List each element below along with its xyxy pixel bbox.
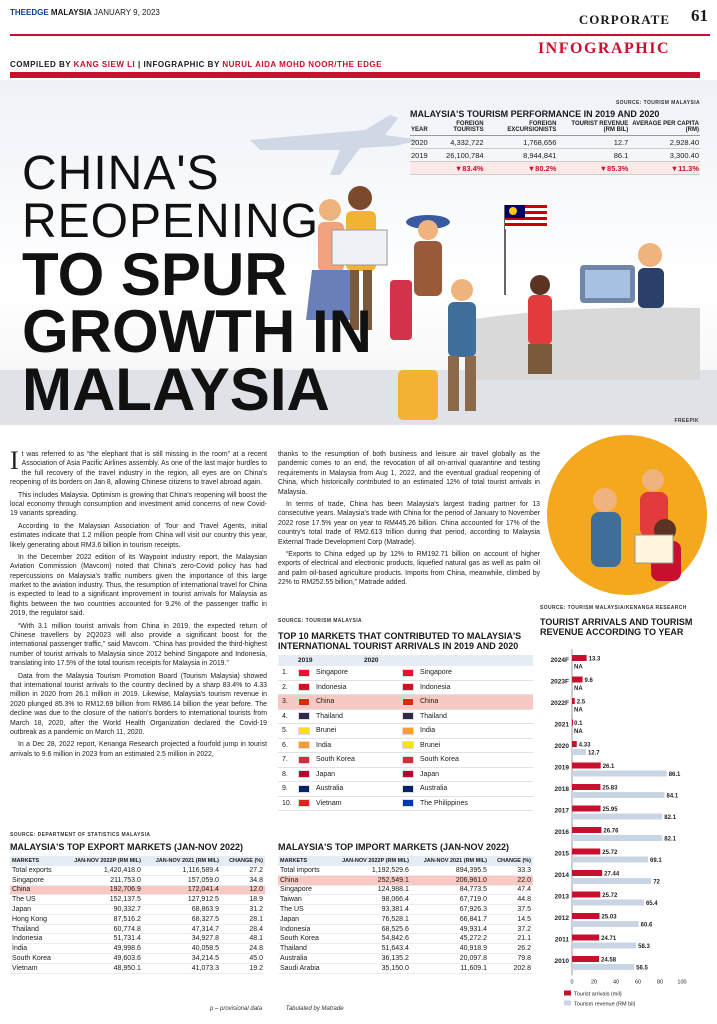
arrivals-bar [572, 720, 573, 726]
import-markets-table [278, 832, 533, 974]
arrivals-data-label: 25.95 [602, 807, 618, 813]
top10-rows [278, 666, 533, 811]
x-tick-label: 40 [612, 979, 620, 986]
revenue-data-label: 82.1 [664, 836, 676, 843]
year-tick-label: 2021 [554, 721, 569, 729]
article-paragraph: This includes Malaysia. Optimism is growing that China's reopening will boost the local economy through consumption and investment amid concerns of new Covid-19 variants spreading. [10, 491, 267, 518]
table-row: Japan 90,332.7 68,863.9 31.2 [12, 906, 263, 914]
table-row: Japan 76,528.1 66,841.7 14.5 [280, 915, 531, 923]
arrivals-data-label: 0.1 [574, 721, 583, 727]
arrivals-chart-svg [540, 645, 710, 1015]
year-tick-label: 2013 [554, 893, 569, 901]
table-row: Singapore 124,988.1 84,773.5 47.4 [280, 886, 531, 894]
legend-tourists: Tourist arrivals (mil) [574, 991, 622, 998]
perf-header: YEAR [410, 119, 429, 136]
article-paragraph: Data from the Malaysia Tourism Promotion Board (Tourism Malaysia) showed that international tourist arrivals to the country declined by a sharp 83.4% to 4.33 million in 2020 from 26.1 million in 2019. Likewise, Malaysia's tourism revenue in 2020 plunged 85.3% to RM12.69 billion from RM86.14 billion the year before. The decline was due to the closure of the nation's borders to international tourists from March 18, 2020, after the World Health Organization declared the Covid-19 outbreak as a pandemic on March 11, 2020. [10, 672, 267, 736]
revenue-bar [572, 921, 639, 927]
year-tick-label: 2011 [554, 936, 569, 944]
page-number: 61 [691, 6, 708, 25]
arrivals-bar [572, 827, 601, 833]
rank: 1. [282, 669, 288, 677]
flag-icon [298, 741, 310, 749]
arrivals-data-label: 26.76 [603, 828, 619, 835]
credits: COMPILED BY KANG SIEW LI | INFOGRAPHIC BY NURUL AIDA MOHD NOOR/THE EDGE [10, 60, 382, 69]
year-tick-label: 2019 [554, 764, 569, 772]
arrivals-bar [572, 870, 602, 876]
revenue-data-label: 86.1 [668, 772, 681, 778]
image-credit: FREEPIK [674, 418, 699, 424]
article-paragraph: “Exports to China edged up by 12% to RM192.71 billion on account of higher exports of electrical and electronic products, liquefied natural gas as well as palm oil and palm oil-based agriculture products. Imports from China, meanwhile, climbed by 22% to RM252.55 billion,” Matrade added. [278, 550, 540, 587]
revenue-data-label: 72 [653, 879, 660, 886]
rank: 7. [282, 756, 288, 764]
headline-line-1: CHINA'S [22, 147, 220, 200]
flag-icon [298, 727, 310, 735]
tabulated-note: Tabulated by Matrade [285, 1006, 344, 1012]
revenue-bar [572, 900, 644, 906]
legend-swatch-revenue [564, 1001, 571, 1006]
arrivals-data-label: 26.1 [602, 764, 615, 770]
country-2019: Vietnam [316, 799, 342, 807]
revenue-data-label: NA [574, 707, 583, 714]
arrivals-data-label: 25.72 [602, 850, 618, 856]
rank: 8. [282, 770, 288, 778]
perf-source: SOURCE: TOURISM MALAYSIA [615, 100, 700, 106]
country-2019: Thailand [316, 712, 343, 720]
table-row: The US 93,381.4 67,926.3 37.5 [280, 906, 531, 914]
revenue-bar [572, 857, 648, 863]
drop-cap: I [10, 446, 19, 475]
revenue-bar [572, 814, 662, 820]
article-paragraph: According to the Malaysian Association of Tour and Travel Agents, initial estimates indicate that 1.2 million people from China will visit our country this year, likely generating about RM3.6 billion in tourism receipts. [10, 522, 267, 549]
flag-icon [402, 770, 414, 778]
table-row [278, 710, 533, 725]
top10-markets [278, 618, 533, 811]
arrivals-data-label: 27.44 [604, 871, 620, 878]
headline-line-4: GROWTH IN [22, 298, 372, 365]
revenue-bar [572, 792, 665, 798]
rank: 9. [282, 785, 288, 793]
revenue-bar [572, 878, 651, 884]
year-tick-label: 2014 [554, 872, 569, 879]
rank: 3. [282, 698, 288, 706]
table-row [278, 782, 533, 797]
tourists-circle-illustration [545, 420, 710, 600]
table-row: Australia 36,135.2 20,097.8 79.8 [280, 954, 531, 962]
legend-swatch-tourists [564, 991, 571, 996]
rank: 6. [282, 741, 288, 749]
revenue-data-label: 60.6 [640, 922, 653, 929]
table-row: Taiwan 98,066.4 67,719.0 44.8 [280, 896, 531, 904]
table-row: Indonesia 51,731.4 34,927.8 48.1 [12, 935, 263, 943]
year-tick-label: 2012 [554, 915, 569, 922]
table-row: Indonesia 68,525.6 49,931.4 37.2 [280, 925, 531, 933]
flag-icon [298, 799, 310, 807]
flag-icon [402, 669, 414, 677]
top10-source: SOURCE: TOURISM MALAYSIA [278, 618, 363, 624]
arrivals-bar [572, 806, 601, 812]
table-row: Total exports 1,420,418.0 1,116,589.4 27.2 [12, 866, 263, 874]
provisional-note: p – provisional data [210, 1006, 263, 1012]
revenue-data-label: 82.1 [664, 815, 676, 821]
country-2019: China [316, 698, 335, 706]
arrivals-data-label: 25.83 [602, 785, 618, 792]
flag-icon [402, 799, 414, 807]
perf-header: FOREIGN TOURISTS [429, 119, 485, 136]
legend-revenue: Tourism revenue (RM bil) [574, 1001, 636, 1008]
section-name: CORPORATE [578, 12, 670, 27]
flag-icon [402, 712, 414, 720]
table-row [278, 797, 533, 812]
flag-icon [298, 698, 310, 706]
table-row [278, 681, 533, 696]
table-row: Thailand 60,774.8 47,314.7 28.4 [12, 925, 263, 933]
x-tick-label: 20 [590, 979, 598, 986]
import-header-row: MARKETS JAN-NOV 2022P (RM MIL) JAN-NOV 2021 (RM MIL) CHANGE (%) [280, 858, 531, 864]
year-tick-label: 2020 [554, 743, 569, 750]
table-row: South Korea 49,603.6 34,214.5 45.0 [12, 954, 263, 962]
table-row: China 252,549.1 206,961.0 22.0 [280, 876, 531, 884]
table-row: 2019 26,100,784 8,944,841 86.1 3,300.40 [411, 150, 699, 160]
flag-icon [298, 770, 310, 778]
red-banner-bar [10, 72, 700, 78]
export-header-row: MARKETS JAN-NOV 2022P (RM MIL) JAN-NOV 2021 (RM MIL) CHANGE (%) [12, 858, 263, 864]
table-row [278, 739, 533, 754]
year-tick-label: 2024F [550, 657, 569, 664]
revenue-data-label: 69.1 [650, 858, 662, 864]
arrivals-data-label: 2.5 [576, 699, 586, 706]
table-row [278, 695, 533, 710]
table-row: Vietnam 48,950.1 41,073.3 19.2 [12, 964, 263, 972]
flag-icon [402, 756, 414, 764]
table-row: The US 152,137.5 127,912.5 18.9 [12, 896, 263, 904]
year-tick-label: 2010 [554, 958, 569, 965]
perf-header: AVERAGE PER CAPITA (RM) [629, 119, 700, 136]
country-2020: China [420, 698, 439, 706]
arrivals-bar [572, 741, 577, 747]
country-2020: Brunei [420, 741, 441, 749]
country-2020: Indonesia [420, 683, 451, 691]
article-paragraph: “With 3.1 million tourist arrivals from China in 2019, the expected return of Chinese travellers by 2Q2023 will also provide a significant boost for the international passenger traffic,” said Mavcom. “China has provided the third-highest number of tourist arrivals to Malaysia since 2012 behind Singapore and Indonesia, translating into 17.5% of the total tourism receipts for Malaysia in 2019.” [10, 622, 267, 668]
arrivals-bar [572, 892, 600, 898]
table-row: China 192,706.9 172,041.4 12.0 [12, 886, 263, 894]
flag-icon [298, 669, 310, 677]
arrivals-bar [572, 935, 599, 941]
export-source: SOURCE: DEPARTMENT OF STATISTICS MALAYSIA [10, 832, 151, 838]
table-row: Total imports 1,192,529.6 894,395.5 33.3 [280, 866, 531, 874]
headline-line-2: REOPENING [22, 195, 320, 248]
table-row: Hong Kong 87,516.2 68,327.5 28.1 [12, 915, 263, 923]
table-row [278, 724, 533, 739]
article-column-2 [278, 450, 540, 590]
arrivals-title: TOURIST ARRIVALS AND TOURISM REVENUE ACCORDING TO YEAR [540, 617, 693, 637]
flag-icon [402, 727, 414, 735]
rank: 4. [282, 712, 288, 720]
year-tick-label: 2016 [554, 829, 569, 836]
issue-date: JANUARY 9, 2023 [93, 8, 160, 17]
arrivals-data-label: 9.6 [584, 678, 593, 684]
export-title: MALAYSIA'S TOP EXPORT MARKETS (JAN-NOV 2022) [10, 842, 244, 852]
airplane-icon [250, 115, 420, 175]
year-tick-label: 2018 [554, 786, 569, 793]
article-paragraph: In terms of trade, China has been Malaysia's largest trading partner for 13 consecutive years. Malaysia's trade with China for the period of January to November 2022 rose 17.5% year on year to RM445.26 billion. China accounted for 17% of the country's total trade of RM2.613 trillion during that period, according to Malaysia External Trade Development Corp (Matrade). [278, 500, 540, 546]
revenue-bar [572, 749, 586, 755]
revenue-data-label: 65.4 [645, 901, 658, 907]
arrivals-revenue-chart [540, 605, 710, 1015]
rank: 2. [282, 683, 288, 691]
flag-icon [402, 785, 414, 793]
article-column-1 [10, 446, 267, 762]
table-row: South Korea 54,842.6 45,272.2 21.1 [280, 935, 531, 943]
arrivals-bar [572, 849, 600, 855]
country-2019: South Korea [316, 756, 355, 764]
rank: 10. [282, 799, 292, 807]
table-row: Singapore 211,753.0 157,059.0 34.8 [12, 876, 263, 884]
arrivals-bar [572, 763, 601, 769]
headline-line-5: MALAYSIA [22, 356, 330, 423]
flag-icon [298, 683, 310, 691]
article-paragraph: In a Dec 28, 2022 report, Kenanga Research projected a fourfold jump in tourist arrivals to 9.6 million in 2023 from an estimated 2.5 million in 2022, [10, 741, 267, 758]
flag-icon [402, 698, 414, 706]
country-2019: Japan [316, 770, 336, 778]
perf-grid [410, 119, 700, 175]
table-row: India 49,998.6 40,058.5 24.8 [12, 945, 263, 953]
article-paragraph: thanks to the resumption of both business and leisure air travel globally as the pandemic comes to an end, the revocation of all on-arrival quarantine and testing requirements in Malaysia from Aug 1, 2022, and the eventual gradual reopening of China, which historically contributed to an estimated 12% of total tourist arrivals in Malaysia. [278, 451, 540, 496]
revenue-bar [572, 943, 636, 949]
arrivals-bar [572, 956, 599, 962]
arrivals-bar [572, 913, 600, 919]
brand: THEEDGE MALAYSIA JANUARY 9, 2023 [10, 8, 160, 17]
top10-header: 2019 2020 [278, 655, 533, 666]
perf-title: MALAYSIA'S TOURISM PERFORMANCE IN 2019 AND 2020 [410, 109, 660, 119]
revenue-data-label: 56.5 [636, 965, 648, 972]
arrivals-data-label: 24.58 [601, 957, 617, 964]
year-tick-label: 2022F [550, 700, 569, 707]
table-row [278, 768, 533, 783]
arrivals-bar [572, 698, 575, 704]
import-title: MALAYSIA'S TOP IMPORT MARKETS (JAN-NOV 2022) [278, 842, 510, 852]
country-2020: Thailand [420, 712, 447, 720]
country-2019: Australia [316, 785, 344, 793]
flag-icon [402, 741, 414, 749]
country-2020: Australia [420, 785, 448, 793]
x-tick-label: 80 [656, 979, 664, 986]
perf-header-row [410, 119, 700, 136]
revenue-data-label: 58.3 [638, 944, 650, 950]
arrivals-source: SOURCE: TOURISM MALAYSIA/KENANGA RESEARCH [540, 605, 687, 611]
country-2019: Brunei [316, 727, 337, 735]
perf-header: TOURIST REVENUE (RM BIL) [557, 119, 629, 136]
export-markets-table [10, 832, 265, 974]
revenue-data-label: NA [574, 664, 583, 671]
table-row [278, 753, 533, 768]
arrivals-data-label: 13.3 [588, 656, 601, 663]
year-tick-label: 2017 [554, 807, 569, 815]
perf-header: FOREIGN EXCURSIONISTS [485, 119, 558, 136]
arrivals-data-label: 25.03 [601, 914, 617, 921]
country-2020: Japan [420, 770, 440, 778]
country-2020: South Korea [420, 756, 459, 764]
year-tick-label: 2015 [554, 850, 569, 858]
country-2019: Indonesia [316, 683, 347, 691]
arrivals-data-label: 24.71 [601, 936, 617, 942]
import-grid [278, 856, 533, 974]
rank: 5. [282, 727, 288, 735]
revenue-data-label: NA [574, 686, 583, 692]
x-tick-label: 100 [677, 979, 687, 986]
change-row: ▼83.4% ▼80.2% ▼85.3% ▼11.3% [410, 162, 700, 175]
table-row: Thailand 51,643.4 40,918.9 26.2 [280, 945, 531, 953]
headline-line-3: TO SPUR [22, 241, 288, 308]
tourism-performance-table [410, 100, 700, 175]
export-grid [10, 856, 265, 974]
arrivals-bar [572, 655, 587, 661]
revenue-bar [572, 964, 634, 970]
article-paragraph: In the December 2022 edition of its Waypoint industry report, the Malaysian Aviation Commission (Mavcom) noted that China's zero-Covid policy has had repercussions on Malaysia's traffic numbers given the importance of this large market to the aviation industry. Thus, the resumption of international travel for China is expected to lead to a significant improvement in tourist arrivals for Malaysia as flights between the two countries accounted for 9.2% of the passenger traffic in 2019, the regulator said. [10, 553, 267, 618]
table-row: Saudi Arabia 35,150.0 11,609.1 202.8 [280, 964, 531, 972]
revenue-data-label: NA [574, 729, 583, 735]
table-footnotes [210, 1006, 366, 1012]
flag-icon [298, 712, 310, 720]
revenue-data-label: 84.1 [666, 793, 679, 800]
arrivals-data-label: 25.72 [602, 893, 618, 899]
x-tick-label: 60 [634, 979, 642, 986]
arrivals-bar [572, 677, 583, 683]
x-tick-label: 0 [570, 979, 574, 986]
revenue-bar [572, 835, 662, 841]
country-2020: India [420, 727, 436, 735]
country-2020: The Philippines [420, 799, 468, 807]
revenue-bar [572, 771, 667, 777]
article-paragraph: It was referred to as “the elephant that is still missing in the room” at a recent Association of Asia Pacific Airlines assembly. As one of the last major hurdles to the full recovery of the travel industry in the region, all eyes are on China's reopening of its borders on Jan 8, allowing Chinese citizens to travel abroad again. [10, 446, 267, 487]
masthead [10, 6, 710, 57]
table-row: 2020 4,332,722 1,768,656 12.7 2,928.40 [411, 137, 699, 147]
flag-icon [298, 756, 310, 764]
table-row [278, 666, 533, 681]
flag-icon [402, 683, 414, 691]
revenue-data-label: 12.7 [587, 750, 600, 757]
arrivals-bar [572, 784, 600, 790]
country-2019: Singapore [316, 669, 348, 677]
header-rule [10, 34, 710, 36]
arrivals-data-label: 4.33 [578, 742, 591, 749]
year-tick-label: 2023F [550, 678, 569, 686]
infographic-label: INFOGRAPHIC [537, 40, 670, 57]
country-2019: India [316, 741, 332, 749]
country-2020: Singapore [420, 669, 452, 677]
top10-title: TOP 10 MARKETS THAT CONTRIBUTED TO MALAYSIA'S INTERNATIONAL TOURIST ARRIVALS IN 2019 AND 2020 [278, 631, 522, 651]
flag-icon [298, 785, 310, 793]
